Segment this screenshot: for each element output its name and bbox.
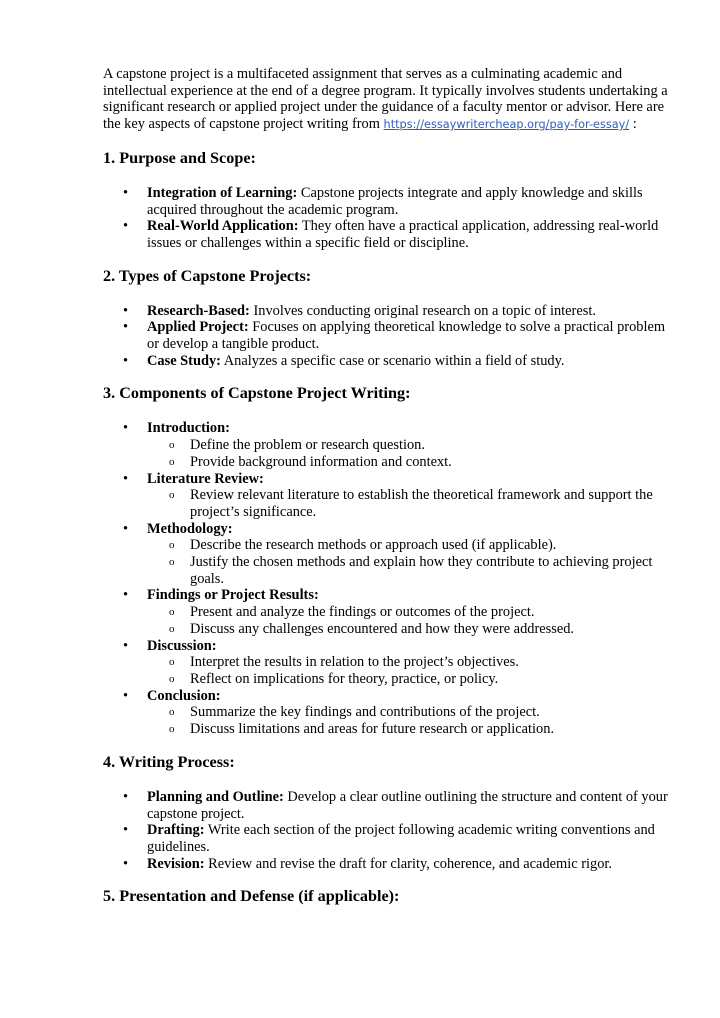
item-term: Revision: [147, 855, 205, 872]
document-page [103, 66, 673, 906]
bullet-icon: • [123, 788, 129, 805]
intro-paragraph [103, 66, 673, 134]
sub-list-item [147, 437, 673, 454]
section-heading-presentation: 5. Presentation and Defense (if applicable): [103, 887, 400, 906]
item-term: Introduction: [147, 420, 230, 437]
list-item [103, 587, 673, 637]
sub-list-item [147, 487, 673, 520]
circle-bullet-icon: o [169, 672, 175, 685]
item-term: Methodology: [147, 520, 233, 537]
list-item [103, 353, 673, 370]
item-text: Develop a clear outline outlining the structure and content of your capstone project. [147, 788, 668, 822]
writing-process-list [103, 789, 673, 873]
section-heading-components: 3. Components of Capstone Project Writing: [103, 384, 411, 403]
list-item [103, 185, 673, 218]
item-text: Review and revise the draft for clarity, coherence, and academic rigor. [204, 855, 612, 872]
list-item [103, 789, 673, 822]
essay-link[interactable]: https://essaywritercheap.org/pay-for-essay/ [383, 118, 630, 132]
item-term: Conclusion: [147, 687, 221, 704]
sub-list-item [147, 454, 673, 471]
sub-item-text: Summarize the key findings and contributions of the project. [190, 704, 540, 721]
sub-item-text: Discuss limitations and areas for future research or application. [190, 721, 555, 738]
circle-bullet-icon: o [169, 489, 175, 502]
sub-item-text: Reflect on implications for theory, practice, or policy. [190, 670, 499, 687]
list-item [103, 420, 673, 470]
list-item [103, 521, 673, 588]
list-item [103, 856, 673, 873]
sub-list [147, 704, 673, 737]
intro-text: A capstone project is a multifaceted assignment that serves as a culminating academic and intellectual experience at the end of a degree program. It typically involves students undertaking a significant research or applied project under the guidance of a faculty mentor or advisor. Here are the key aspects of capstone project writing from [103, 66, 668, 133]
item-term: Applied Project: [147, 319, 249, 336]
list-item [103, 688, 673, 738]
sub-list-item [147, 604, 673, 621]
list-item [103, 303, 673, 320]
circle-bullet-icon: o [169, 656, 175, 669]
circle-bullet-icon: o [169, 706, 175, 719]
bullet-icon: • [123, 470, 129, 487]
item-text: Capstone projects integrate and apply knowledge and skills acquired throughout the academic program. [147, 184, 643, 218]
bullet-icon: • [123, 855, 129, 872]
bullet-icon: • [123, 687, 129, 704]
circle-bullet-icon: o [169, 439, 175, 452]
bullet-icon: • [123, 302, 129, 319]
item-text: Analyzes a specific case or scenario within a field of study. [220, 352, 565, 369]
sub-list-item [147, 654, 673, 671]
components-list [103, 420, 673, 737]
bullet-icon: • [123, 822, 129, 839]
sub-list-item [147, 621, 673, 638]
item-term: Research-Based: [147, 302, 250, 319]
sub-list [147, 437, 673, 470]
bullet-icon: • [123, 319, 129, 336]
purpose-list [103, 185, 673, 252]
item-term: Real-World Application: [147, 218, 299, 235]
sub-list-item [147, 671, 673, 688]
sub-item-text: Describe the research methods or approach used (if applicable). [190, 537, 557, 554]
item-term: Integration of Learning: [147, 184, 298, 201]
list-item [103, 822, 673, 855]
item-term: Findings or Project Results: [147, 587, 319, 604]
sub-item-text: Interpret the results in relation to the project’s objectives. [190, 654, 519, 671]
section-heading-writing-process: 4. Writing Process: [103, 752, 235, 771]
item-term: Planning and Outline: [147, 788, 284, 805]
bullet-icon: • [123, 184, 129, 201]
sub-list [147, 604, 673, 637]
sub-list-item [147, 554, 673, 587]
bullet-icon: • [123, 352, 129, 369]
sub-list-item [147, 537, 673, 554]
item-term: Literature Review: [147, 470, 264, 487]
sub-item-text: Provide background information and context. [190, 453, 452, 470]
intro-tail: : [629, 116, 637, 133]
bullet-icon: • [123, 587, 129, 604]
item-text: Focuses on applying theoretical knowledge to solve a practical problem or develop a tangible product. [147, 319, 666, 353]
section-heading-types: 2. Types of Capstone Projects: [103, 266, 312, 285]
item-text: Write each section of the project following academic writing conventions and guidelines. [147, 822, 655, 855]
bullet-icon: • [123, 420, 129, 437]
circle-bullet-icon: o [169, 539, 175, 552]
item-term: Case Study: [147, 352, 221, 369]
sub-item-text: Review relevant literature to establish the theoretical framework and support the project’s significance. [190, 487, 653, 520]
sub-list [147, 537, 673, 587]
list-item [103, 319, 673, 352]
sub-item-text: Present and analyze the findings or outcomes of the project. [190, 604, 535, 621]
sub-item-text: Define the problem or research question. [190, 437, 425, 454]
sub-item-text: Discuss any challenges encountered and how they were addressed. [190, 620, 575, 637]
list-item [103, 218, 673, 251]
bullet-icon: • [123, 218, 129, 235]
circle-bullet-icon: o [169, 723, 175, 736]
section-heading-purpose: 1. Purpose and Scope: [103, 148, 256, 167]
types-list [103, 303, 673, 370]
list-item [103, 638, 673, 688]
item-text: They often have a practical application, addressing real-world issues or challenges within a specific field or discipline. [147, 218, 659, 251]
circle-bullet-icon: o [169, 556, 175, 569]
sub-list-item [147, 721, 673, 738]
bullet-icon: • [123, 637, 129, 654]
sub-list [147, 487, 673, 520]
circle-bullet-icon: o [169, 455, 175, 468]
item-term: Discussion: [147, 637, 217, 654]
sub-list [147, 654, 673, 687]
list-item [103, 471, 673, 521]
item-text: Involves conducting original research on a topic of interest. [249, 302, 596, 319]
bullet-icon: • [123, 520, 129, 537]
sub-item-text: Justify the chosen methods and explain how they contribute to achieving project goals. [190, 554, 653, 587]
circle-bullet-icon: o [169, 622, 175, 635]
item-term: Drafting: [147, 822, 205, 839]
circle-bullet-icon: o [169, 606, 175, 619]
sub-list-item [147, 704, 673, 721]
